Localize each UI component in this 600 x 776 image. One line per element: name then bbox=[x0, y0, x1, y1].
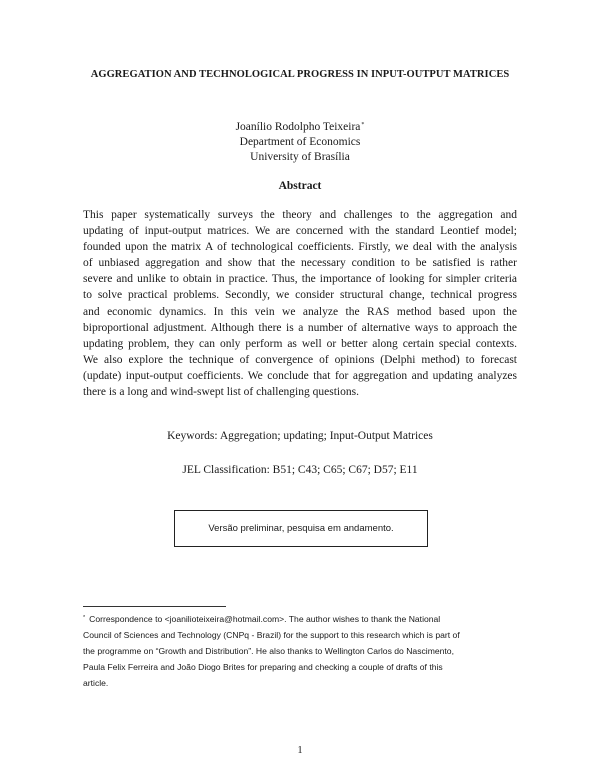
abstract-line: to solve practical problems. Secondly, we consider structural change, technical progress bbox=[83, 289, 517, 302]
keywords: Keywords: Aggregation; updating; Input-Output Matrices bbox=[167, 430, 433, 442]
abstract-line: (update) input-output coefficients. We conclude that for aggregation and updating analyzes bbox=[83, 369, 517, 382]
author-footnote-mark: * bbox=[361, 122, 365, 128]
abstract-line: updating of input-output matrices. We are concerned with the standard Leontief model; bbox=[83, 225, 517, 238]
page-number: 1 bbox=[297, 745, 303, 756]
abstract-line: of unbiased aggregation and show that the necessary condition to be satisfied is rather bbox=[83, 257, 517, 270]
footnote-line: Paula Felix Ferreira and João Diogo Brites for preparing and checking a couple of drafts of this bbox=[83, 661, 443, 672]
footnote-divider bbox=[83, 606, 226, 607]
abstract-body bbox=[83, 207, 517, 400]
author-line bbox=[0, 120, 600, 135]
footnote-mark: * bbox=[83, 615, 86, 621]
footnote-line bbox=[83, 612, 519, 628]
preliminary-note-box bbox=[174, 510, 428, 547]
footnote bbox=[83, 612, 519, 691]
footnote-line: article. bbox=[83, 677, 109, 688]
preliminary-note: Versão preliminar, pesquisa em andamento. bbox=[208, 523, 394, 534]
abstract-line: severe and unlike to obtain in practice. Thus, the importance of looking for simpler criteria bbox=[83, 273, 517, 286]
abstract-heading: Abstract bbox=[278, 180, 322, 192]
abstract-line: biproportional adjustment. Although there is a number of alternative ways to approach the bbox=[83, 321, 517, 334]
footnote-line: Council of Sciences and Technology (CNPq - Brazil) for the support to this research which is part of bbox=[83, 629, 460, 640]
author-department: Department of Economics bbox=[239, 136, 361, 148]
abstract-line: We also explore the technique of convergence of opinions (Delphi method) to forecast bbox=[83, 353, 517, 366]
author-name: Joanílio Rodolpho Teixeira bbox=[235, 121, 361, 133]
paper-title: AGGREGATION AND TECHNOLOGICAL PROGRESS IN INPUT-OUTPUT MATRICES bbox=[90, 69, 510, 80]
jel-classification: JEL Classification: B51; C43; C65; C67; D57; E11 bbox=[182, 464, 418, 476]
footnote-line: the programme on “Growth and Distribution”. He also thanks to Wellington Carlos do Nascimento, bbox=[83, 645, 454, 656]
footnote-text: Correspondence to <joanilioteixeira@hotmail.com>. The author wishes to thank the National bbox=[89, 614, 441, 624]
author-block bbox=[0, 120, 600, 165]
abstract-line: and economic dynamics. In this vein we analyze the RAS method based upon the bbox=[83, 305, 517, 318]
abstract-line: updating problem, they can only perform as well or better along certain special contexts. bbox=[83, 337, 517, 350]
abstract-line: there is a long and wind-swept list of challenging questions. bbox=[83, 386, 359, 399]
abstract-line: founded upon the matrix A of technological coefficients. Firstly, we deal with the analysis bbox=[83, 241, 517, 254]
author-university: University of Brasília bbox=[250, 151, 350, 163]
abstract-line: This paper systematically surveys the theory and challenges to the aggregation and bbox=[83, 209, 517, 221]
